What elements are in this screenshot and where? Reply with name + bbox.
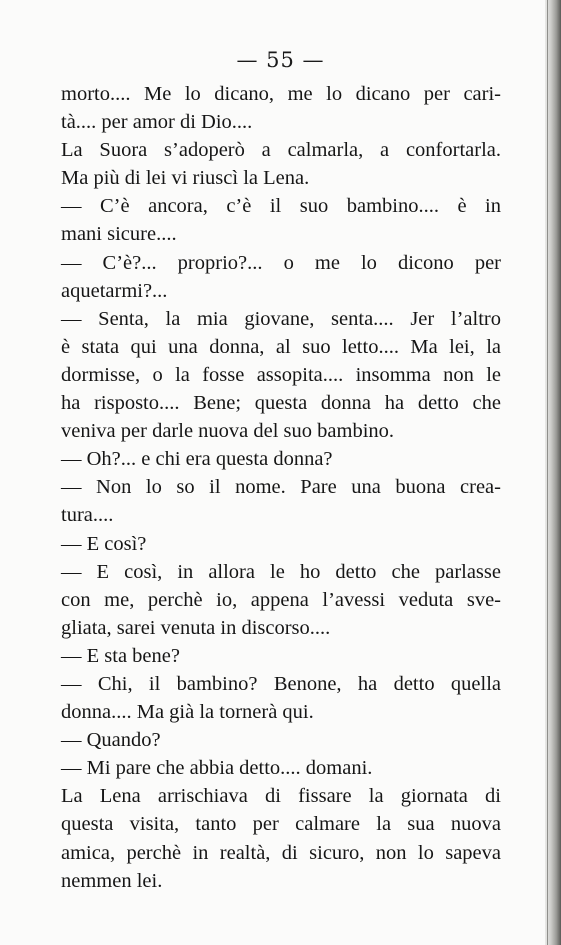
text-line: La Lena arrischiava di fissare la giornata di xyxy=(61,785,501,808)
text-line: nemmen lei. xyxy=(61,869,163,892)
text-line: — E così? xyxy=(61,532,147,555)
text-line: tura.... xyxy=(61,504,114,527)
text-line: ha risposto.... Bene; questa donna ha detto che xyxy=(61,392,501,415)
text-line: questa visita, tanto per calmare la sua nuova xyxy=(61,813,501,836)
text-line: aquetarmi?... xyxy=(61,279,168,302)
text-line: — Non lo so il nome. Pare una buona crea- xyxy=(61,476,501,499)
text-line: La Suora s’adoperò a calmarla, a confortarla. xyxy=(61,139,501,162)
page-edge-line xyxy=(547,0,548,945)
text-line: dormisse, o la fosse assopita.... insomma non le xyxy=(61,363,501,386)
text-line: mani sicure.... xyxy=(61,223,177,246)
page-text xyxy=(61,80,501,895)
text-line: — E sta bene? xyxy=(61,644,180,667)
text-line: gliata, sarei venuta in discorso.... xyxy=(61,616,331,639)
text-line: morto.... Me lo dicano, me lo dicano per cari- xyxy=(61,83,501,105)
text-line: veniva per darle nuova del suo bambino. xyxy=(61,420,395,443)
text-line: — Senta, la mia giovane, senta.... Jer l’altro xyxy=(61,307,501,330)
text-line: donna.... Ma già la tornerà qui. xyxy=(61,701,314,724)
text-line: — Quando? xyxy=(61,729,161,752)
text-line: amica, perchè in realtà, di sicuro, non lo sapeva xyxy=(61,841,501,864)
text-line: — E così, in allora le ho detto che parlasse xyxy=(61,560,501,583)
text-line: è stata qui una donna, al suo letto.... Ma lei, la xyxy=(61,335,501,358)
text-line: con me, perchè io, appena l’avessi veduta sve- xyxy=(61,588,501,611)
text-line: — Oh?... e chi era questa donna? xyxy=(61,448,333,471)
page-number: — 55 — xyxy=(236,48,325,72)
text-line: Ma più di lei vi riuscì la Lena. xyxy=(61,167,310,190)
text-line: — Mi pare che abbia detto.... domani. xyxy=(61,757,373,780)
text-line: — Chi, il bambino? Benone, ha detto quella xyxy=(61,672,501,695)
text-line: — C’è?... proprio?... o me lo dicono per xyxy=(61,251,501,274)
text-line: tà.... per amor di Dio.... xyxy=(61,111,253,134)
text-line: — C’è ancora, c’è il suo bambino.... è in xyxy=(61,195,501,218)
